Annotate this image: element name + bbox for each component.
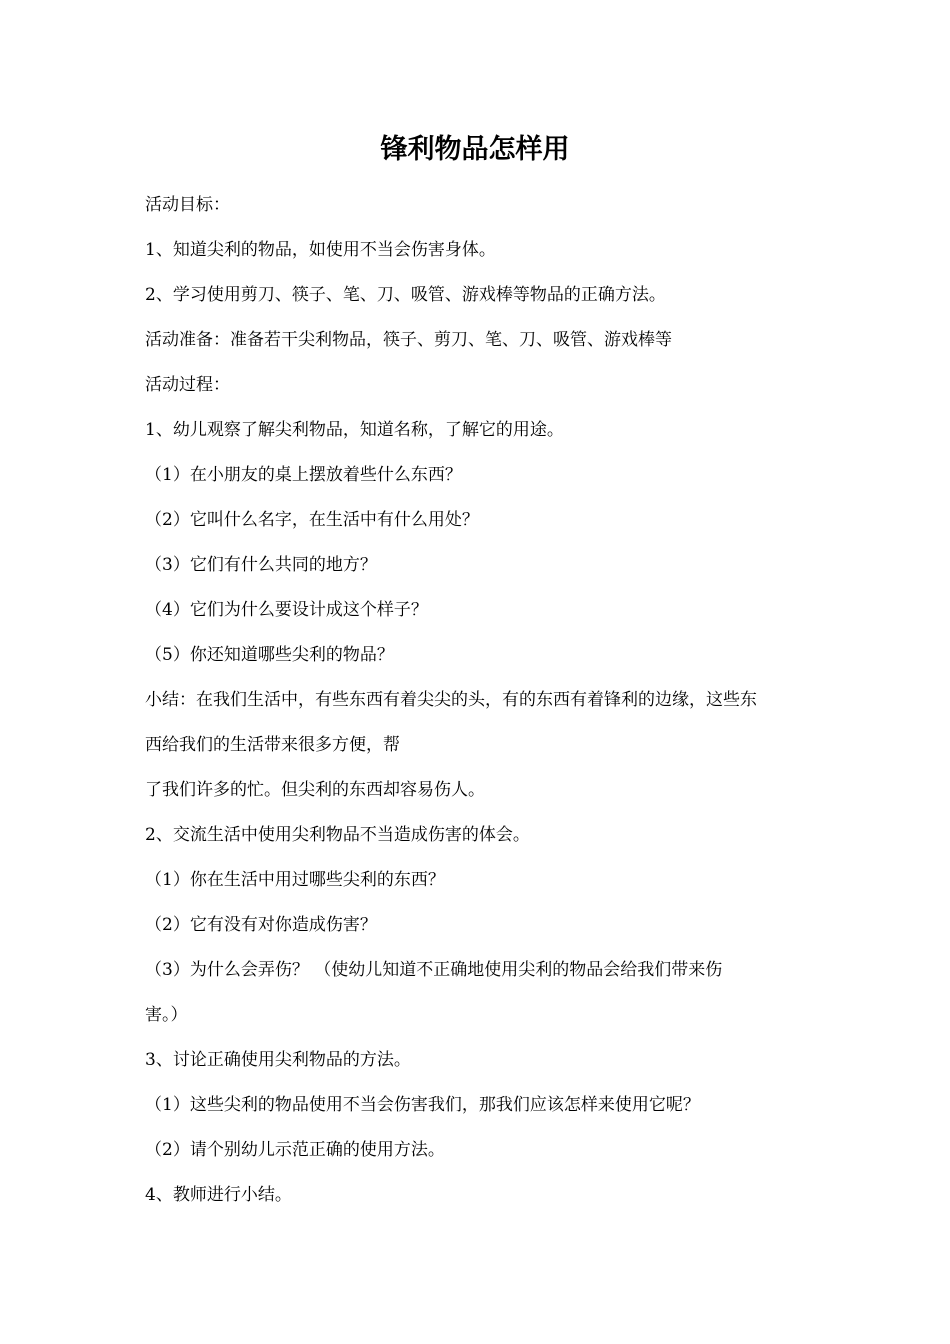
summary-line: 了我们许多的忙。但尖利的东西却容易伤人。 — [145, 780, 485, 800]
question-item: （1）这些尖利的物品使用不当会伤害我们，那我们应该怎样来使用它呢？ — [145, 1095, 700, 1115]
question-item: （1）在小朋友的桌上摆放着些什么东西？ — [145, 465, 462, 485]
goal-item-2: 2、学习使用剪刀、筷子、笔、刀、吸管、游戏棒等物品的正确方法。 — [145, 285, 666, 305]
question-continuation: 害。） — [145, 1005, 188, 1025]
document-body — [145, 183, 815, 1218]
section-heading-goals: 活动目标： — [145, 195, 230, 215]
process-step-4: 4、教师进行小结。 — [145, 1185, 292, 1205]
summary-line: 小结：在我们生活中，有些东西有着尖尖的头，有的东西有着锋利的边缘，这些东 — [145, 690, 757, 710]
question-item: （2）请个别幼儿示范正确的使用方法。 — [145, 1140, 445, 1160]
question-item: （4）它们为什么要设计成这个样子？ — [145, 600, 428, 620]
question-item: （3）为什么会弄伤？ （使幼儿知道不正确地使用尖利的物品会给我们带来伤 — [145, 960, 723, 980]
process-step-1: 1、幼儿观察了解尖利物品，知道名称，了解它的用途。 — [145, 420, 564, 440]
question-item: （2）它叫什么名字，在生活中有什么用处？ — [145, 510, 479, 530]
goal-item-1: 1、知道尖利的物品，如使用不当会伤害身体。 — [145, 240, 496, 260]
question-item: （2）它有没有对你造成伤害？ — [145, 915, 377, 935]
document-title: 锋利物品怎样用 — [380, 134, 570, 165]
process-step-3: 3、讨论正确使用尖利物品的方法。 — [145, 1050, 411, 1070]
section-heading-process: 活动过程： — [145, 375, 230, 395]
question-item: （1）你在生活中用过哪些尖利的东西？ — [145, 870, 445, 890]
process-step-2: 2、交流生活中使用尖利物品不当造成伤害的体会。 — [145, 825, 530, 845]
preparation-line: 活动准备：准备若干尖利物品，筷子、剪刀、笔、刀、吸管、游戏棒等 — [145, 330, 672, 350]
summary-line: 西给我们的生活带来很多方便，帮 — [145, 735, 400, 755]
question-item: （3）它们有什么共同的地方？ — [145, 555, 377, 575]
question-item: （5）你还知道哪些尖利的物品？ — [145, 645, 394, 665]
